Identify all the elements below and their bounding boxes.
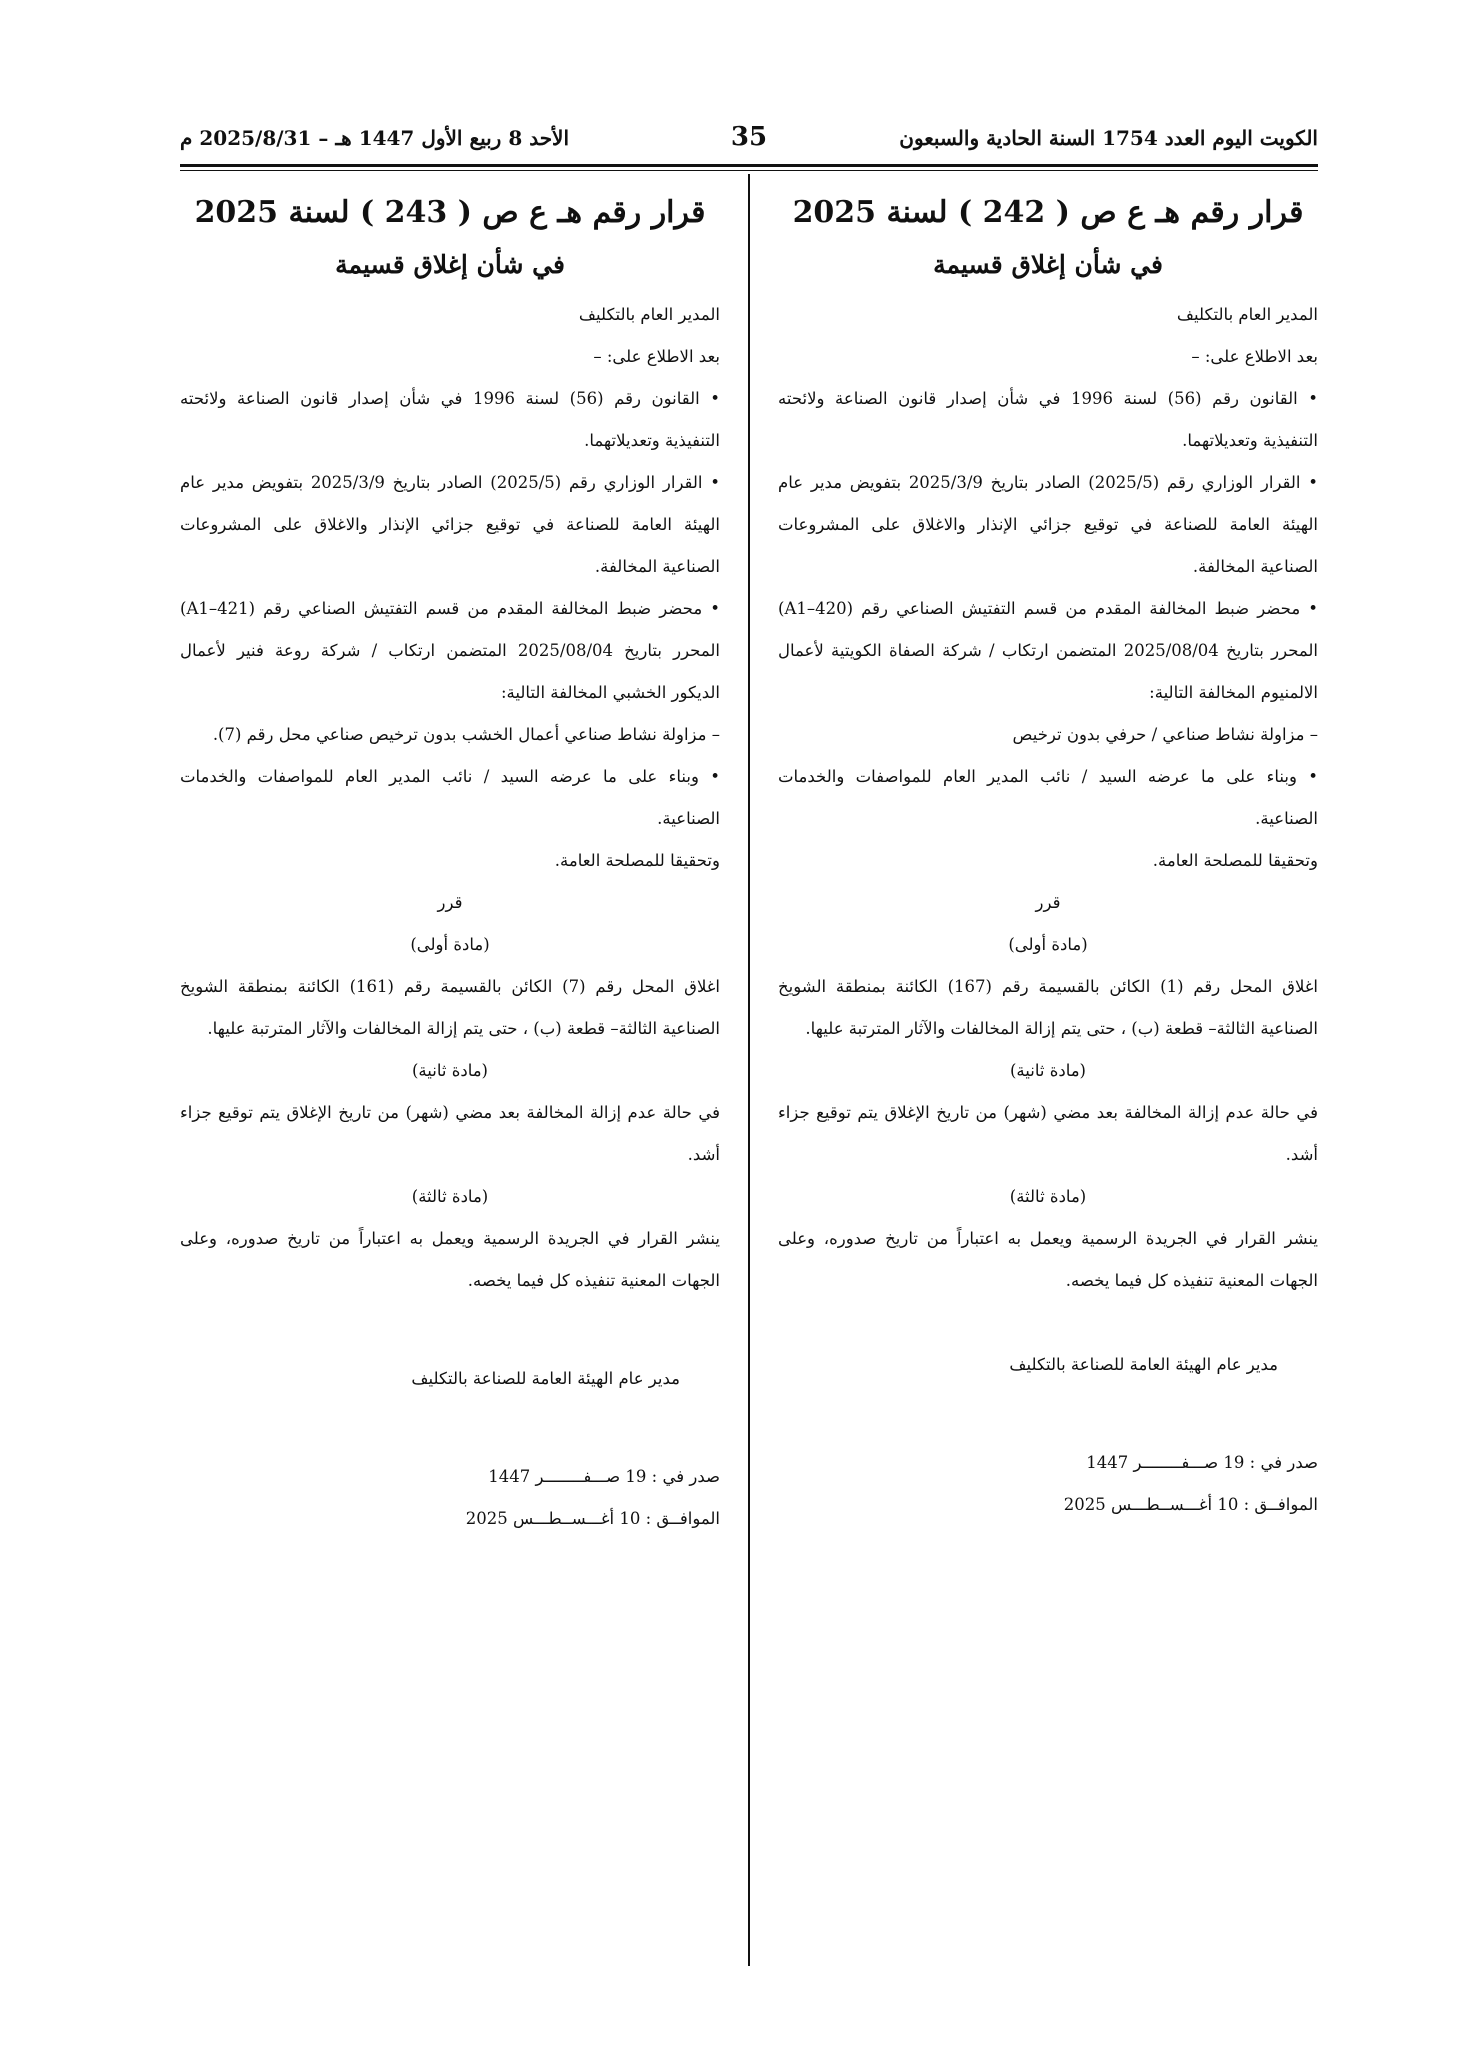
article-3-heading: (مادة ثالثة)	[411, 1187, 489, 1206]
preamble-intro: بعد الاطلاع على: –	[593, 347, 720, 366]
signatory-title: مدير عام الهيئة العامة للصناعة بالتكليف	[1009, 1355, 1278, 1374]
corresponding-date: الموافــق : 10 أغـــســطـــس 2025	[465, 1509, 720, 1528]
decree-title: قرار رقم هـ ع ص ( 242 ) لسنة 2025	[792, 195, 1304, 230]
issuer-line: المدير العام بالتكليف	[1176, 305, 1318, 324]
issuer-line: المدير العام بالتكليف	[578, 305, 720, 324]
page-number: 35	[730, 122, 768, 152]
article-3-text: ينشر القرار في الجريدة الرسمية ويعمل به اعتباراً من تاريخ صدوره، وعلى الجهات المعنية تنفيذه كل فيما يخصه.	[180, 1229, 720, 1290]
gazette-issue-info: الكويت اليوم العدد 1754 السنة الحادية والسبعون	[899, 126, 1318, 150]
preamble-item-recommendation: • وبناء على ما عرضه السيد / نائب المدير العام للمواصفات والخدمات الصناعية.	[778, 767, 1318, 828]
corresponding-date: الموافــق : 10 أغـــســطـــس 2025	[1063, 1495, 1318, 1514]
decided-heading: قرر	[1035, 893, 1061, 912]
preamble-item-ministerial-decree: • القرار الوزاري رقم (2025/5) الصادر بتاريخ 2025/3/9 بتفويض مدير عام الهيئة العامة للصناعة في توقيع جزائي الإنذار والاغلاق على المشروعات الصناعية المخالفة.	[180, 473, 721, 576]
decided-heading: قرر	[437, 893, 463, 912]
header-rule-thick	[180, 164, 1318, 167]
issue-date: الأحد 8 ربيع الأول 1447 هـ – 2025/8/31 م	[180, 126, 570, 150]
issued-date: صدر في : 19 صـــفــــــــر 1447	[1086, 1453, 1318, 1472]
article-1-heading: (مادة أولى)	[1008, 935, 1088, 954]
article-1-text: اغلاق المحل رقم (1) الكائن بالقسيمة رقم (167) الكائنة بمنطقة الشويخ الصناعية الثالثة– قطعة (ب) ، حتى يتم إزالة المخالفات والآثار المترتبة عليها.	[778, 977, 1319, 1038]
violation-description: – مزاولة نشاط صناعي / حرفي بدون ترخيص	[1012, 725, 1318, 744]
article-2-heading: (مادة ثانية)	[411, 1061, 488, 1080]
violation-description: – مزاولة نشاط صناعي أعمال الخشب بدون ترخيص صناعي محل رقم (7).	[212, 725, 720, 744]
decree-243-column	[180, 186, 720, 1540]
issued-date: صدر في : 19 صـــفــــــــر 1447	[488, 1467, 720, 1486]
article-2-text: في حالة عدم إزالة المخالفة بعد مضي (شهر) من تاريخ الإغلاق يتم توقيع جزاء أشد.	[180, 1103, 720, 1164]
preamble-intro: بعد الاطلاع على: –	[1191, 347, 1318, 366]
preamble-item-ministerial-decree: • القرار الوزاري رقم (2025/5) الصادر بتاريخ 2025/3/9 بتفويض مدير عام الهيئة العامة للصناعة في توقيع جزائي الإنذار والاغلاق على المشروعات الصناعية المخالفة.	[778, 473, 1319, 576]
article-2-heading: (مادة ثانية)	[1009, 1061, 1086, 1080]
decree-subtitle: في شأن إغلاق قسيمة	[933, 250, 1163, 279]
article-1-heading: (مادة أولى)	[410, 935, 490, 954]
article-3-heading: (مادة ثالثة)	[1009, 1187, 1087, 1206]
preamble-item-violation-report: • محضر ضبط المخالفة المقدم من قسم التفتيش الصناعي رقم (A1–420) المحرر بتاريخ 2025/08/04 المتضمن ارتكاب / شركة الصفاة الكويتية لأعمال الالمنيوم المخالفة التالية:	[778, 599, 1318, 702]
public-interest-line: وتحقيقا للمصلحة العامة.	[1152, 851, 1318, 870]
running-header	[180, 120, 1318, 164]
decree-title: قرار رقم هـ ع ص ( 243 ) لسنة 2025	[194, 195, 706, 230]
preamble-item-law: • القانون رقم (56) لسنة 1996 في شأن إصدار قانون الصناعة ولائحته التنفيذية وتعديلاتهما.	[778, 389, 1318, 450]
article-3-text: ينشر القرار في الجريدة الرسمية ويعمل به اعتباراً من تاريخ صدوره، وعلى الجهات المعنية تنفيذه كل فيما يخصه.	[778, 1229, 1318, 1290]
decree-242-column	[778, 186, 1318, 1526]
preamble-item-recommendation: • وبناء على ما عرضه السيد / نائب المدير العام للمواصفات والخدمات الصناعية.	[180, 767, 720, 828]
signatory-title: مدير عام الهيئة العامة للصناعة بالتكليف	[411, 1369, 680, 1388]
decree-subtitle: في شأن إغلاق قسيمة	[335, 250, 565, 279]
public-interest-line: وتحقيقا للمصلحة العامة.	[554, 851, 720, 870]
article-2-text: في حالة عدم إزالة المخالفة بعد مضي (شهر) من تاريخ الإغلاق يتم توقيع جزاء أشد.	[778, 1103, 1318, 1164]
column-divider	[748, 174, 750, 1966]
preamble-item-violation-report: • محضر ضبط المخالفة المقدم من قسم التفتيش الصناعي رقم (A1–421) المحرر بتاريخ 2025/08/04 المتضمن ارتكاب / شركة روعة فنير لأعمال الديكور الخشبي المخالفة التالية:	[180, 599, 720, 702]
header-rule-thin	[180, 170, 1318, 171]
article-1-text: اغلاق المحل رقم (7) الكائن بالقسيمة رقم (161) الكائنة بمنطقة الشويخ الصناعية الثالثة– قطعة (ب) ، حتى يتم إزالة المخالفات والآثار المترتبة عليها.	[180, 977, 721, 1038]
preamble-item-law: • القانون رقم (56) لسنة 1996 في شأن إصدار قانون الصناعة ولائحته التنفيذية وتعديلاتهما.	[180, 389, 720, 450]
